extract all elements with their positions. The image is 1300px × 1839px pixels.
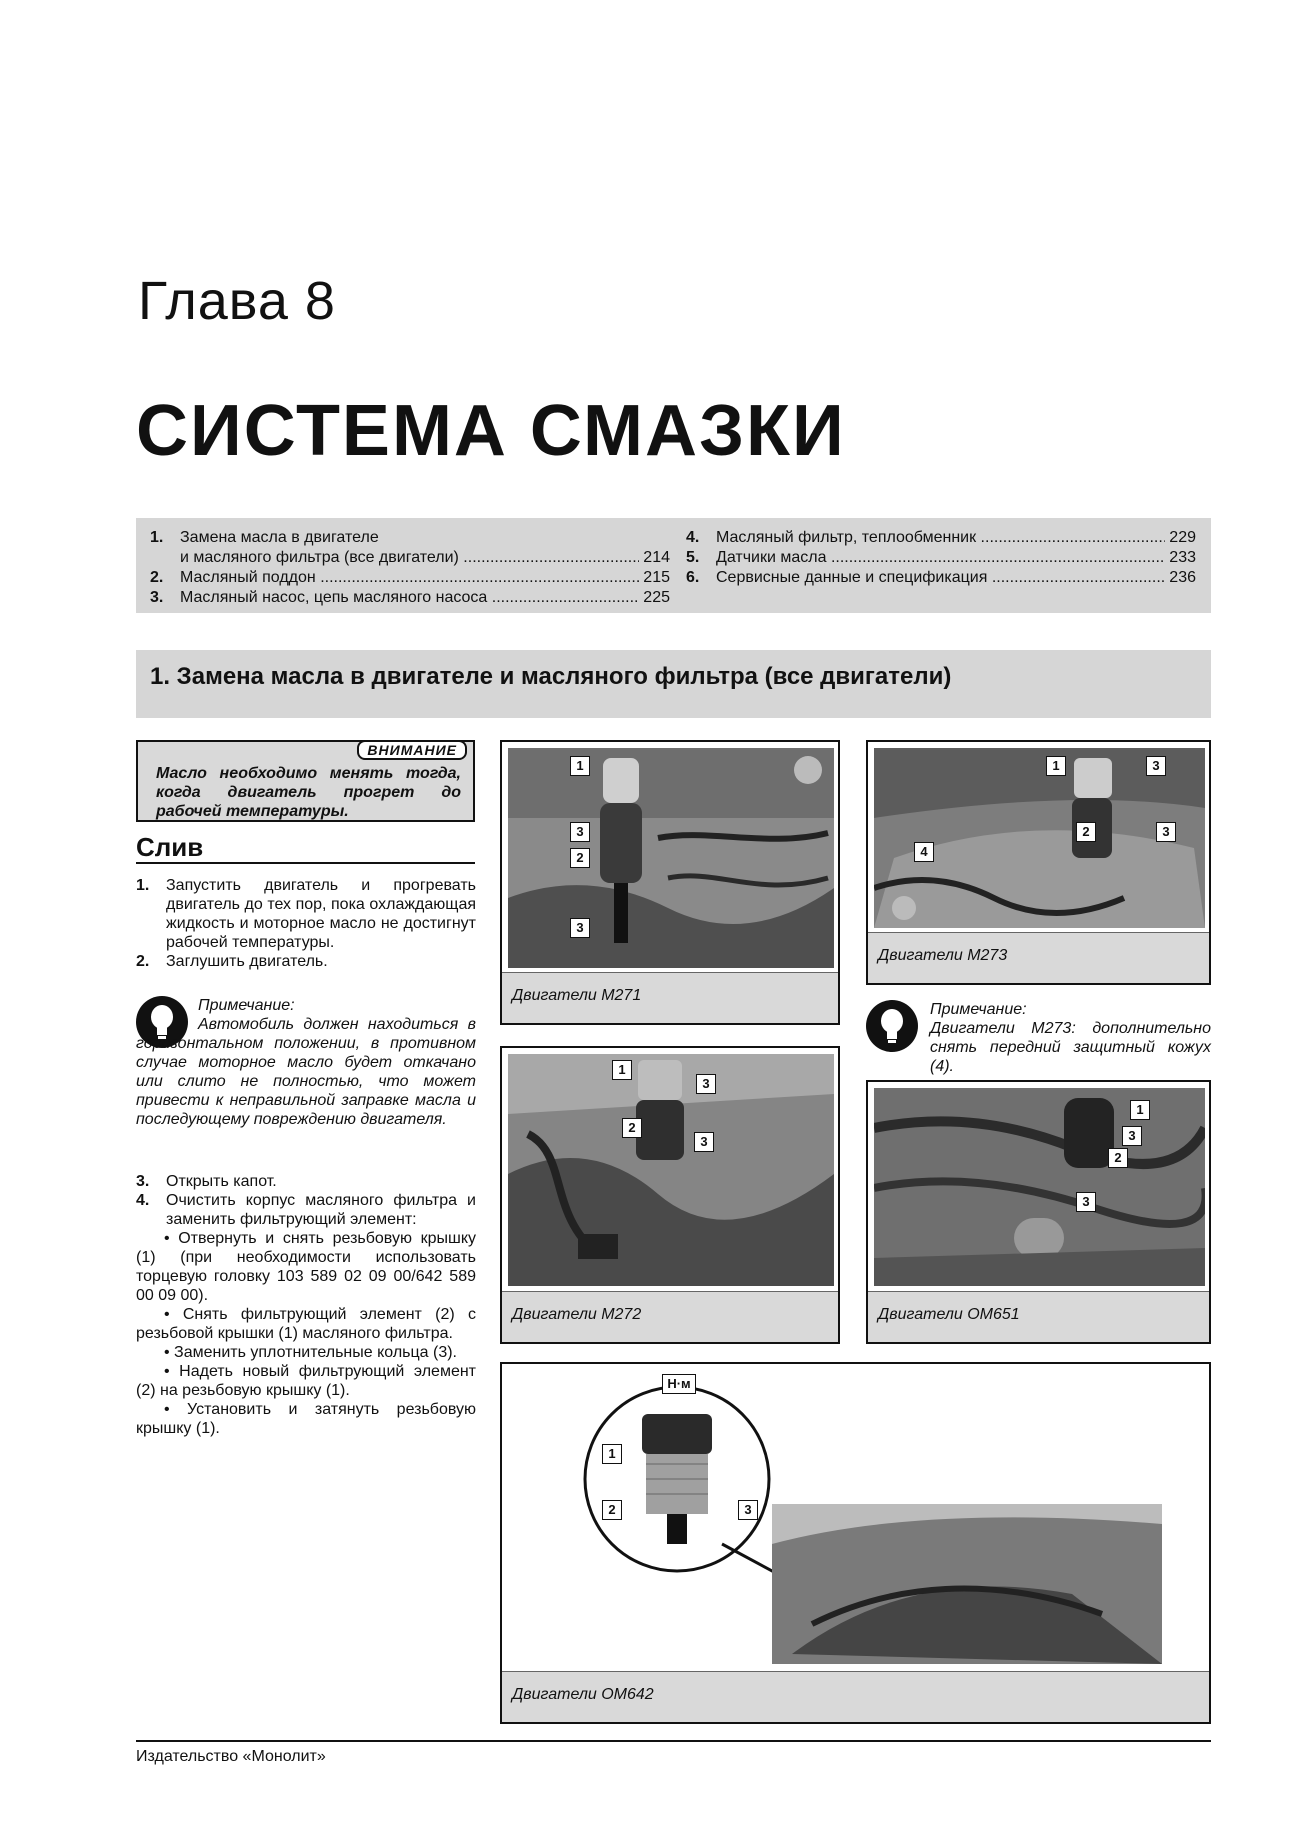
callout-label: 2 <box>1108 1148 1128 1168</box>
toc-item[interactable]: 1. Замена масла в двигателе <box>150 529 379 546</box>
bullet-item: • Отвернуть и снять резьбовую крышку (1) (при необходимости использовать торцевую головку 103 589 02 09 00/642 589 00 09 00). <box>136 1230 476 1304</box>
callout-label: 3 <box>1146 756 1166 776</box>
torque-label: Н·м <box>662 1374 696 1394</box>
engine-bay-photo-om642 <box>772 1504 1162 1664</box>
note-m273 <box>866 1000 1211 1076</box>
bullet-item: • Снять фильтрующий элемент (2) с резьбовой крышки (1) масляного фильтра. <box>136 1306 476 1342</box>
note-text: Двигатели M273: дополнительно снять передний защитный кожух (4). <box>930 1020 1211 1075</box>
engine-photo-m271 <box>508 748 834 968</box>
note-title: Примечание: <box>930 1001 1027 1018</box>
photo-om651 <box>866 1080 1211 1344</box>
toc-item[interactable]: 5. Датчики масла ..... 233 <box>686 548 1196 568</box>
callout-label: 3 <box>738 1500 758 1520</box>
callout-label: 1 <box>612 1060 632 1080</box>
step-item: 3. Открыть капот. <box>136 1173 277 1190</box>
callout-label: 3 <box>570 822 590 842</box>
engine-photo-om651 <box>874 1088 1205 1286</box>
toc-item[interactable]: 6. Сервисные данные и спецификация ..... 236 <box>686 568 1196 588</box>
note-title: Примечание: <box>198 997 295 1014</box>
step-item: 1. Запустить двигатель и прогревать двигатель до тех пор, пока охлаждающая жидкость и моторное масло не достигнут рабочей температуры. <box>136 877 476 951</box>
publisher-footer: Издательство «Монолит» <box>136 1748 326 1765</box>
photo-caption: Двигатели M272 <box>502 1291 838 1342</box>
warning-box <box>136 740 475 822</box>
steps-second <box>136 1172 476 1438</box>
step-item: 4. Очистить корпус масляного фильтра и заменить фильтрующий элемент: <box>136 1192 476 1228</box>
toc-item[interactable]: 3. Масляный насос, цепь масляного насоса ..... 225 <box>150 588 670 608</box>
step-item: 2. Заглушить двигатель. <box>136 953 328 970</box>
photo-m271 <box>500 740 840 1025</box>
toc-item-cont[interactable]: и масляного фильтра (все двигатели) ..... 214 <box>150 548 670 568</box>
callout-label: 3 <box>696 1074 716 1094</box>
callout-label: 2 <box>570 848 590 868</box>
section-title: 1. Замена масла в двигателе и масляного фильтра (все двигатели) <box>150 663 952 690</box>
chapter-label: Глава 8 <box>138 271 336 331</box>
chapter-contents <box>136 518 1211 613</box>
callout-label: 3 <box>694 1132 714 1152</box>
bullet-item: • Заменить уплотнительные кольца (3). <box>164 1344 457 1361</box>
toc-item[interactable]: 4. Масляный фильтр, теплообменник ..... 229 <box>686 528 1196 548</box>
section-header <box>136 650 1211 718</box>
warning-text: Масло необходимо менять тогда, когда двигатель прогрет до рабочей температуры. <box>156 765 461 820</box>
steps-first <box>136 876 476 971</box>
bullet-item: • Установить и затянуть резьбовую крышку (1). <box>136 1401 476 1437</box>
lightbulb-icon <box>866 1000 918 1052</box>
engine-photo-m272 <box>508 1054 834 1286</box>
callout-label: 1 <box>1130 1100 1150 1120</box>
callout-label: 2 <box>602 1500 622 1520</box>
callout-label: 2 <box>1076 822 1096 842</box>
photo-m273 <box>866 740 1211 985</box>
bullet-item: • Надеть новый фильтрующий элемент (2) на резьбовую крышку (1). <box>136 1363 476 1399</box>
callout-label: 3 <box>1122 1126 1142 1146</box>
callout-label: 3 <box>1076 1192 1096 1212</box>
photo-caption: Двигатели M271 <box>502 972 838 1023</box>
page-title: СИСТЕМА СМАЗКИ <box>136 391 846 471</box>
subheading-drain: Слив <box>136 832 204 862</box>
photo-caption: Двигатели OM651 <box>868 1291 1209 1342</box>
callout-label: 2 <box>622 1118 642 1138</box>
photo-caption: Двигатели OM642 <box>502 1671 1209 1722</box>
footer-rule <box>136 1740 1211 1742</box>
callout-label: 1 <box>1046 756 1066 776</box>
subheading-rule <box>136 862 475 864</box>
callout-label: 3 <box>1156 822 1176 842</box>
note-text: Автомобиль должен находиться в горизонтальном положении, в противном случае моторное масло будет откачано или слито не полностью, что может привести к неправильной заправке масла и последующему повреждению двигателя. <box>136 1016 476 1128</box>
callout-label: 1 <box>602 1444 622 1464</box>
toc-left-column <box>150 528 670 608</box>
note-horizontal-position <box>136 996 476 1128</box>
photo-m272 <box>500 1046 840 1344</box>
toc-right-column <box>686 528 1196 588</box>
callout-label: 4 <box>914 842 934 862</box>
callout-label: 1 <box>570 756 590 776</box>
photo-caption: Двигатели M273 <box>868 932 1209 983</box>
callout-label: 3 <box>570 918 590 938</box>
toc-item[interactable]: 2. Масляный поддон ..... 215 <box>150 568 670 588</box>
warning-label: ВНИМАНИЕ <box>357 740 467 760</box>
photo-om642 <box>500 1362 1211 1724</box>
filter-detail-inset <box>582 1384 772 1574</box>
